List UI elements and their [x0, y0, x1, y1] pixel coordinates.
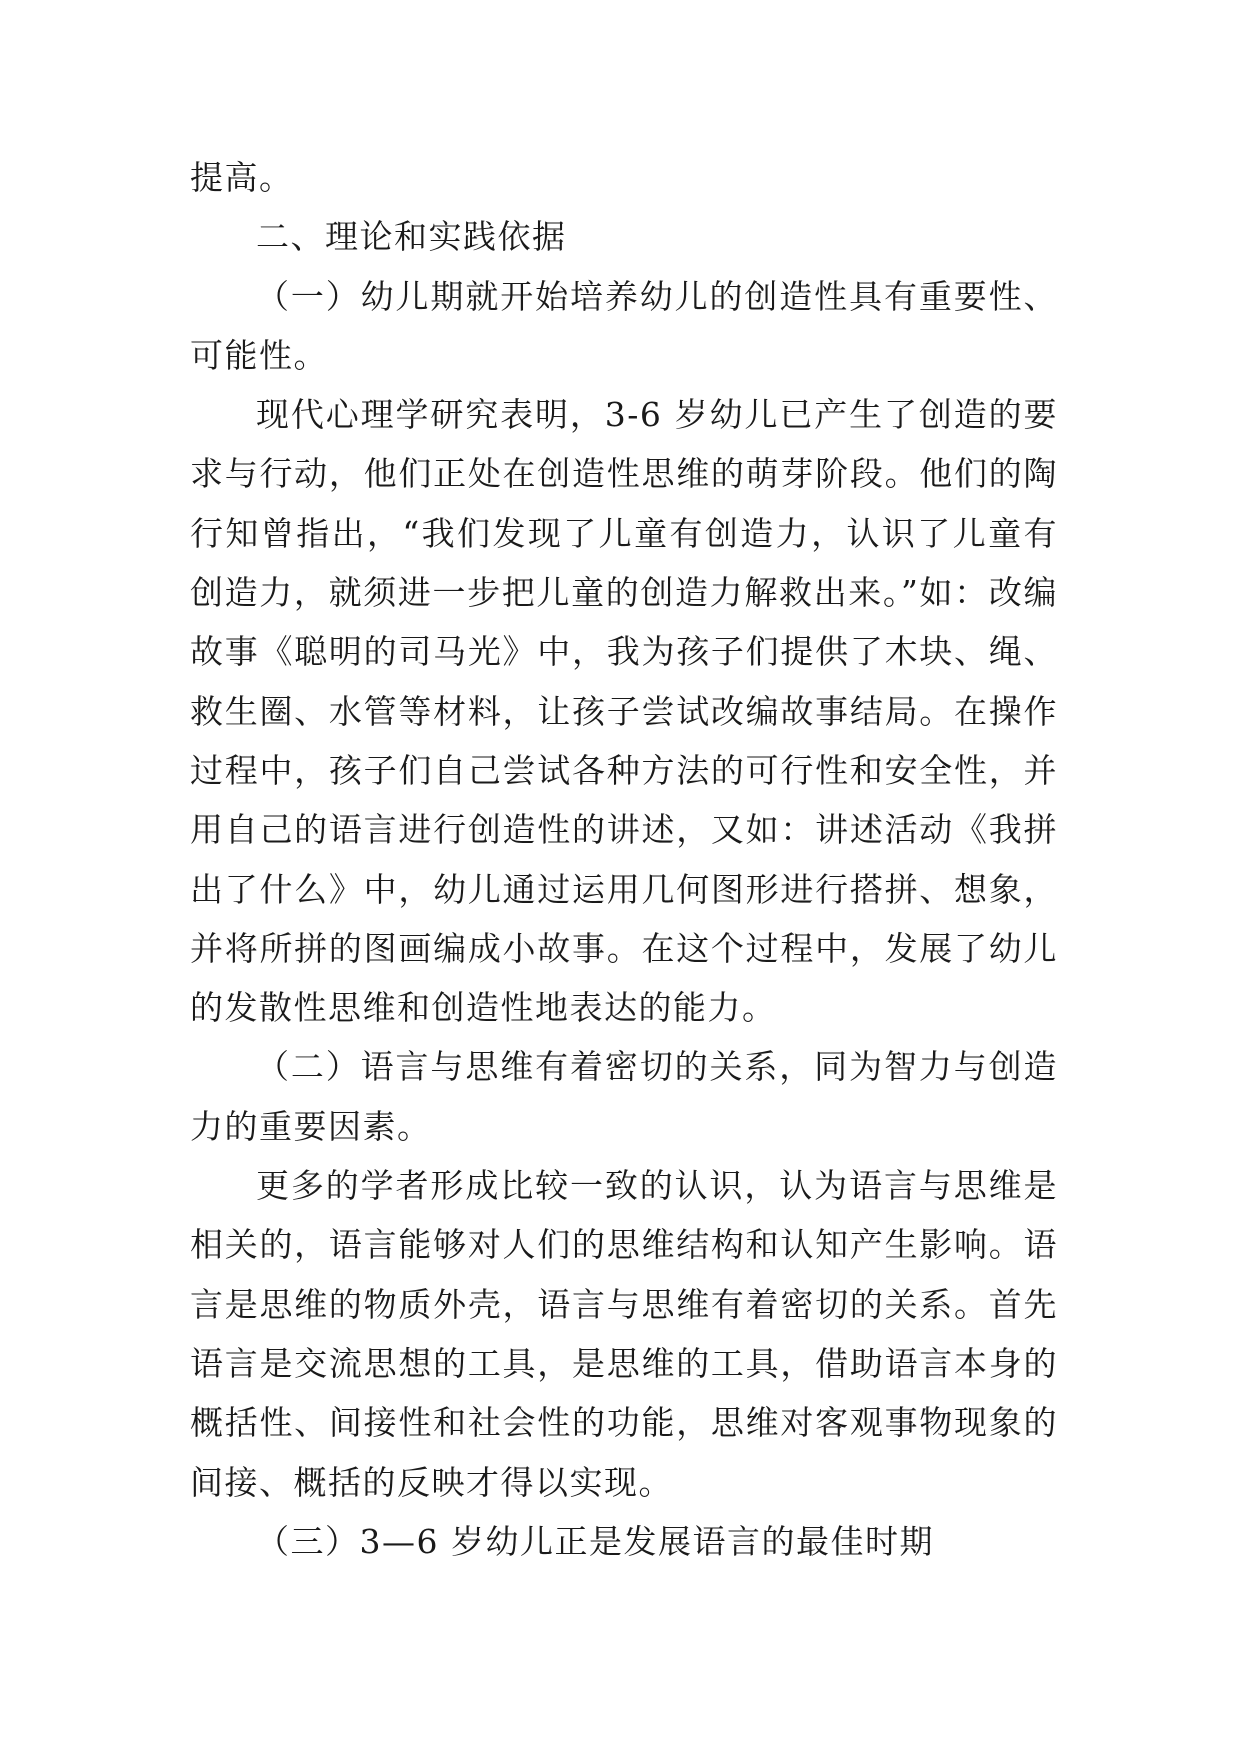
subsection-heading-3: （三）3—6 岁幼儿正是发展语言的最佳时期	[256, 1521, 934, 1561]
section-heading: 二、理论和实践依据	[256, 217, 567, 257]
document-body	[190, 148, 1058, 1571]
body-paragraph-1: 现代心理学研究表明，3-6 岁幼儿已产生了创造的要求与行动，他们正处在创造性思维的萌芽阶段。他们的陶行知曾指出，“我们发现了儿童有创造力，认识了儿童有创造力，就须进一步把儿童的创造力解救出来。”如：改编故事《聪明的司马光》中，我为孩子们提供了木块、绳、救生圈、水管等材料，让孩子尝试改编故事结局。在操作过程中，孩子们自己尝试各种方法的可行性和安全性，并用自己的语言进行创造性的讲述，又如：讲述活动《我拼出了什么》中，幼儿通过运用几何图形进行搭拼、想象，并将所拼的图画编成小故事。在这个过程中，发展了幼儿的发散性思维和创造性地表达的能力。	[190, 395, 1058, 1028]
body-paragraph-2: 更多的学者形成比较一致的认识，认为语言与思维是相关的，语言能够对人们的思维结构和认知产生影响。语言是思维的物质外壳，语言与思维有着密切的关系。首先语言是交流思想的工具，是思维的工具，借助语言本身的概括性、间接性和社会性的功能，思维对客观事物现象的间接、概括的反映才得以实现。	[190, 1166, 1058, 1502]
paragraph-continuation: 提高。	[190, 158, 294, 197]
subsection-heading-2: （二）语言与思维有着密切的关系，同为智力与创造力的重要因素。	[190, 1047, 1058, 1146]
subsection-heading-1: （一）幼儿期就开始培养幼儿的创造性具有重要性、可能性。	[190, 276, 1058, 375]
